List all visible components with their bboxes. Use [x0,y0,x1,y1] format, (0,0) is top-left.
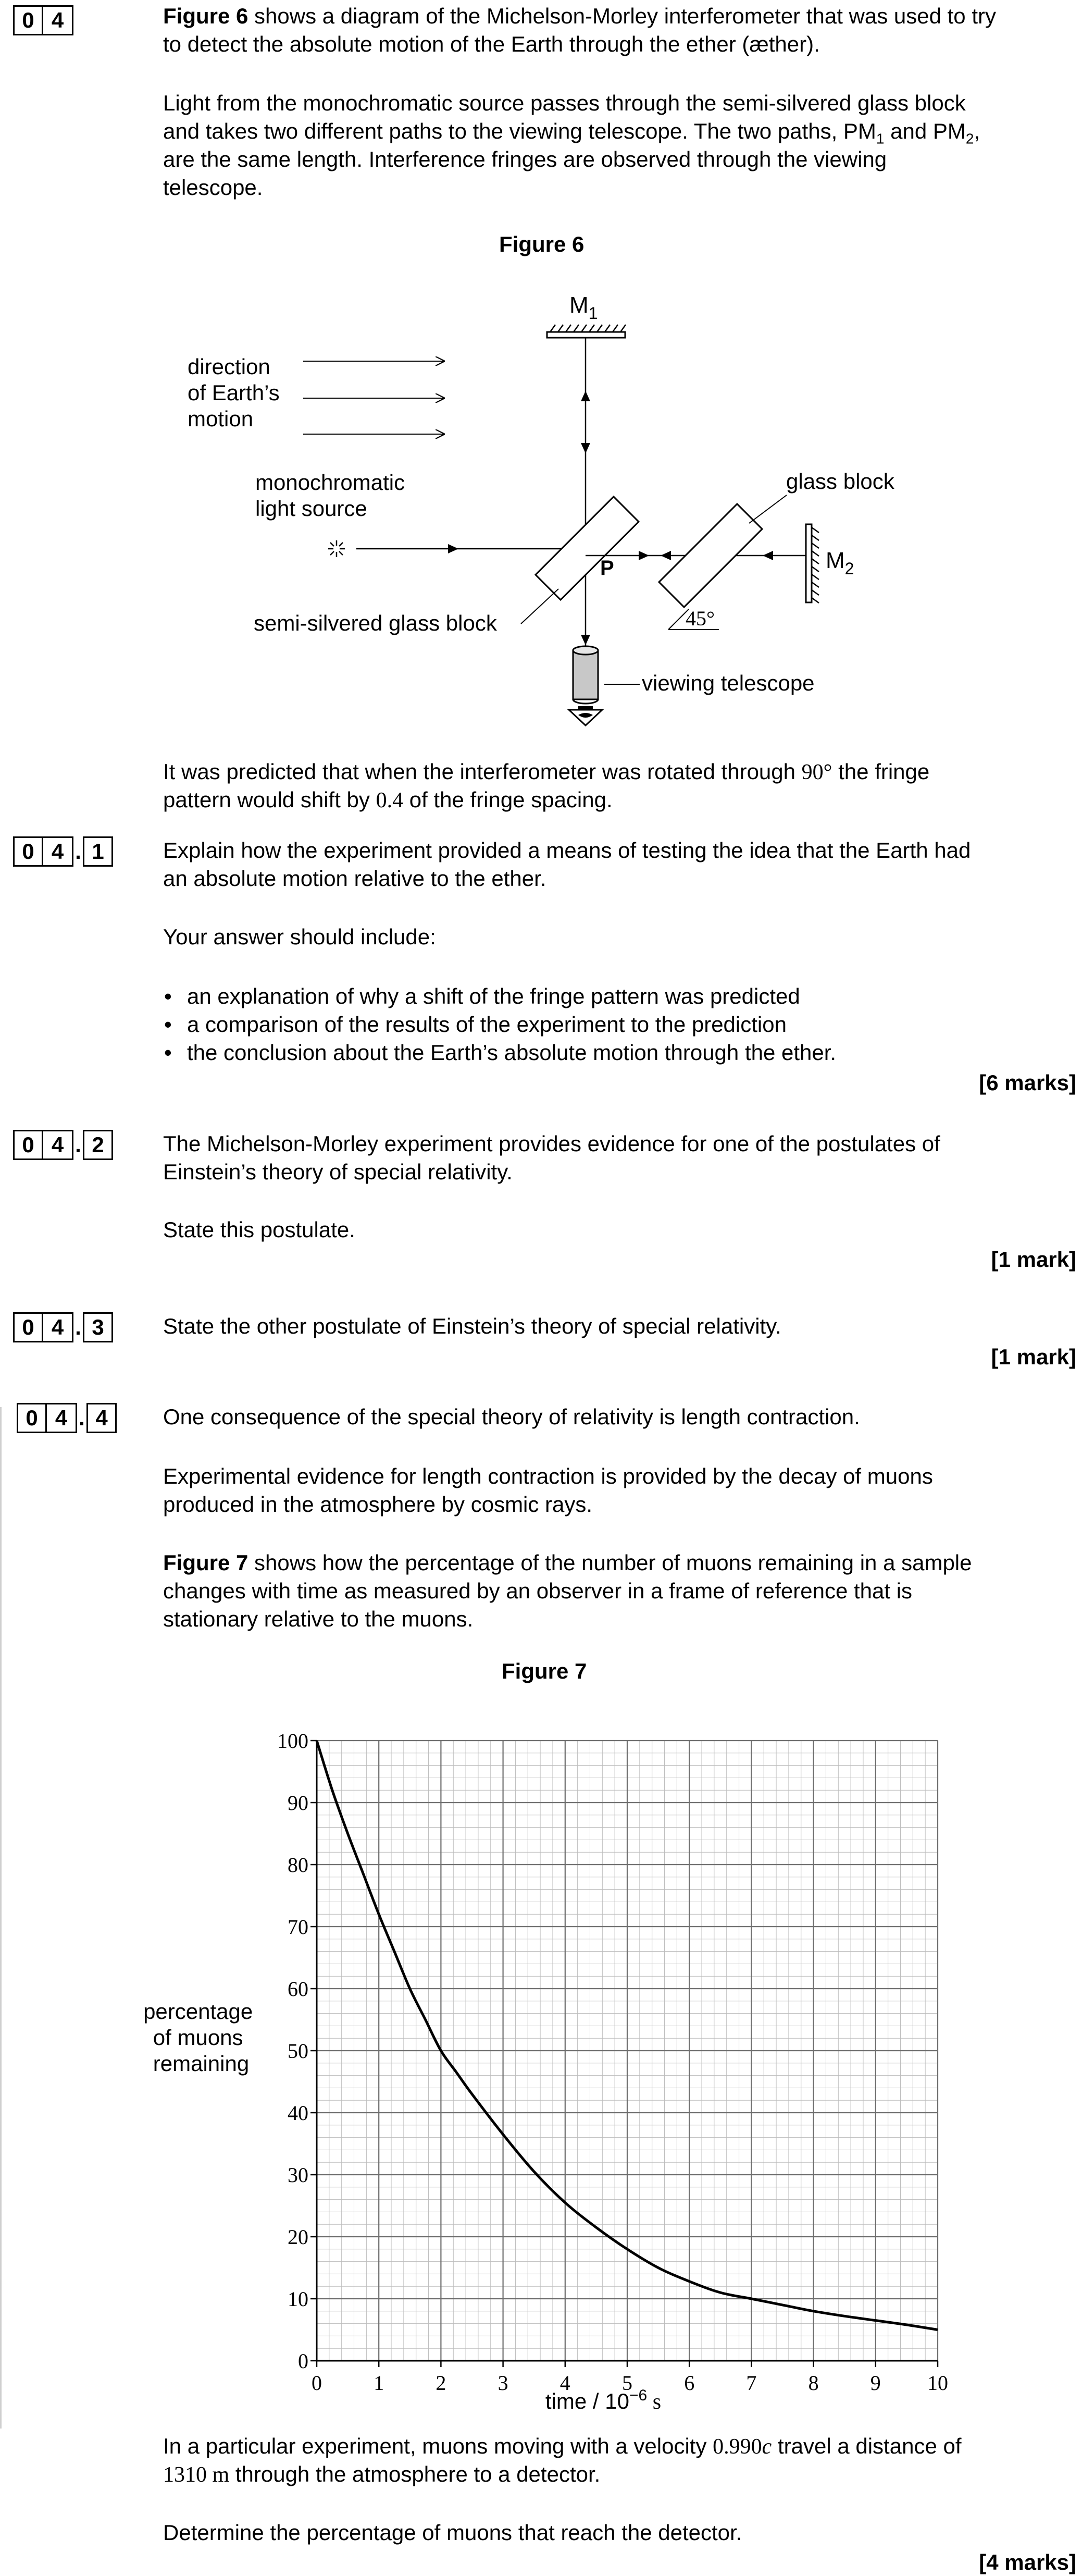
x-tick-label: 7 [746,2371,757,2395]
figure7-ref: Figure 7 [163,1550,248,1575]
q044-final-line1: In a particular experiment, muons moving with a velocity 0.990c travel a distance of [163,2434,962,2459]
q041-marks: [6 marks] [979,1070,1076,1095]
q041-line1: Explain how the experiment provided a means of testing the idea that the Earth had [163,838,971,862]
label-m1: $M_1$ [569,292,598,323]
question-number-04 [13,5,73,35]
x-tick-label: 10 [927,2371,948,2395]
arrow-left-m2 [763,551,773,560]
q04-intro-line1: Figure 6 shows a diagram of the Michelson-Morley interferometer that was used to try [163,4,996,28]
y-tick-label: 40 [288,2101,308,2125]
label-semi-silvered: semi-silvered glass block [254,611,497,635]
eye-icon [569,710,602,725]
q04-para2-line3: are the same length. Interference fringes are observed through the viewing [163,147,887,171]
q041-line2: an absolute motion relative to the ether. [163,866,546,891]
q044-line1: One consequence of the special theory of relativity is length contraction. [163,1404,860,1429]
q042-marks: [1 mark] [991,1247,1076,1272]
arrow-down-telescope [581,635,590,645]
q04-para2-line2: and takes two different paths to the viewing telescope. The two paths, $PM_1$ and $PM_2$, [163,119,980,147]
q042-line2: Einstein’s theory of special relativity. [163,1160,513,1184]
q044-p2-line1: Experimental evidence for length contraction is provided by the decay of muons [163,1464,933,1488]
question-digit: 0 [13,5,43,35]
q044-final-line2: 1310 m through the atmosphere to a detector. [163,2462,601,2487]
y-tick-label: 90 [288,1791,308,1815]
x-tick-label: 8 [808,2371,819,2395]
x-tick-label: 4 [559,2371,570,2395]
prediction-line1: It was predicted that when the interferometer was rotated through 90° the fringe [163,759,930,784]
x-tick-label: 9 [870,2371,881,2395]
arrow-up [581,391,590,401]
question-number-04-3: 0 4 . 3 [13,1312,113,1342]
arrow-right-p [639,551,649,560]
q044-determine: Determine the percentage of muons that reach the detector. [163,2520,742,2545]
q041-include: Your answer should include: [163,925,436,949]
label-light-source: monochromatic light source [255,470,405,521]
label-p: P [600,557,614,580]
figure7-title: Figure 7 [502,1659,587,1683]
label-telescope: viewing telescope [642,671,815,695]
q04-para2-line4: telescope. [163,175,263,200]
leader-glass-block [749,495,787,523]
mirror-m1 [547,325,626,338]
x-tick-label: 0 [312,2371,322,2395]
y-tick-label: 50 [288,2039,308,2063]
x-tick-label: 2 [436,2371,446,2395]
arrow-down [581,443,590,453]
q044-p3-line1: Figure 7 shows how the percentage of the number of muons remaining in a sample [163,1550,972,1575]
q043-marks: [1 mark] [991,1345,1076,1369]
y-axis-label: percentage of muons remaining [143,1999,253,2076]
leader-semi-silvered [521,589,558,624]
prediction-line2: pattern would shift by 0.4 of the fringe spacing. [163,787,613,812]
y-tick-label: 0 [298,2349,308,2373]
q044-marks: [4 marks] [979,2550,1076,2574]
y-tick-label: 100 [277,1729,308,1753]
figure7-chart [0,1694,1082,2423]
list-item: • a comparison of the results of the experiment to the prediction [163,1010,836,1039]
q044-p3-line3: stationary relative to the muons. [163,1607,474,1631]
figure6-ref: Figure 6 [163,4,248,28]
label-m2: $M_2$ [826,548,854,578]
label-earth-motion: direction of Earth’s motion [188,354,280,431]
list-item: • the conclusion about the Earth’s absolute motion through the ether. [163,1039,836,1067]
label-glass-block: glass block [786,469,894,494]
y-tick-label: 80 [288,1853,308,1877]
x-tick-label: 5 [622,2371,632,2395]
figure6-diagram [0,271,1082,750]
grid-major [310,1741,938,2367]
q042-line3: State this postulate. [163,1217,355,1242]
q04-intro-line2: to detect the absolute motion of the Earth through the ether (æther). [163,32,820,56]
question-number-04-4: 0 4 . 4 [17,1403,117,1433]
y-tick-label: 70 [288,1915,308,1939]
question-number-04-1: 0 4 . 1 [13,836,113,867]
x-tick-label: 6 [684,2371,695,2395]
y-tick-labels [277,1729,308,2373]
light-source-icon [328,540,345,557]
label-angle: 45° [686,607,715,630]
x-axis-label: time / $10^{-6}$ s [545,2387,662,2414]
question-number-04-2: 0 4 . 2 [13,1130,113,1160]
q04-para2-line1: Light from the monochromatic source passes through the semi-silvered glass block [163,91,966,115]
x-tick-label: 3 [498,2371,508,2395]
y-tick-label: 10 [288,2287,308,2311]
figure6-title: Figure 6 [499,232,584,256]
arrow-right [448,544,458,553]
list-item: • an explanation of why a shift of the fringe pattern was predicted [163,982,836,1010]
q042-line1: The Michelson-Morley experiment provides evidence for one of the postulates of [163,1131,940,1156]
q043-line1: State the other postulate of Einstein’s theory of special relativity. [163,1314,781,1338]
arrow-left [661,551,671,560]
telescope-icon [573,646,598,708]
mirror-m2 [806,524,819,603]
question-digit: 4 [43,5,73,35]
x-tick-label: 1 [374,2371,384,2395]
q044-p2-line2: produced in the atmosphere by cosmic rays. [163,1492,593,1517]
q044-p3-line2: changes with time as measured by an observer in a frame of reference that is [163,1579,913,1603]
y-tick-label: 60 [288,1977,308,2001]
y-tick-label: 30 [288,2163,308,2187]
q041-bullets [163,982,836,1067]
y-tick-label: 20 [288,2225,308,2249]
